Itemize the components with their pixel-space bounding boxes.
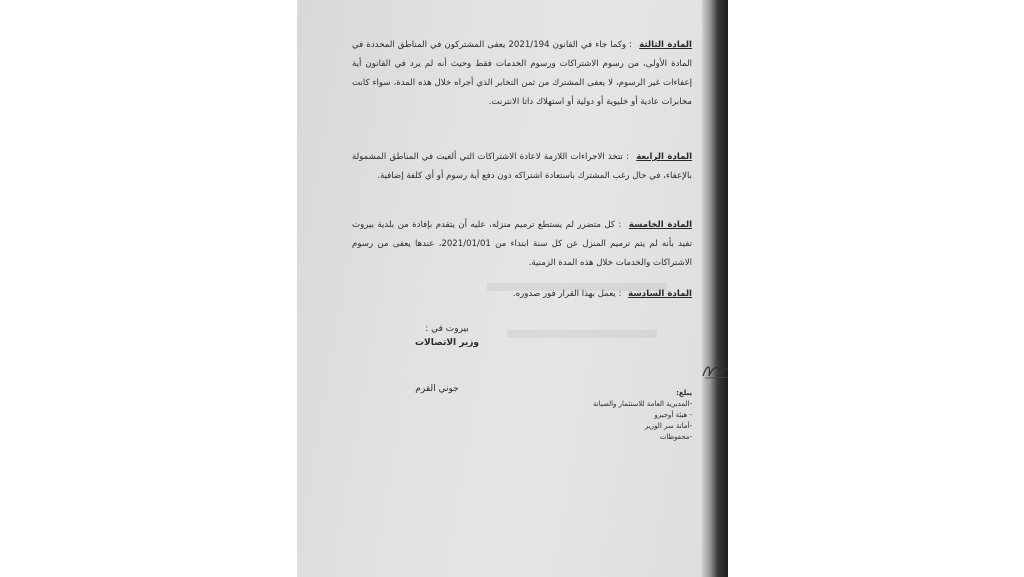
signatory-name-block	[397, 382, 477, 396]
distribution-item: -أمانة سر الوزير	[644, 422, 692, 430]
article-3-title: المادة الثالثة	[639, 40, 692, 50]
article-4	[352, 148, 692, 186]
document-photo	[297, 0, 728, 577]
signature-place-date: بيروت في :	[425, 324, 469, 334]
handwritten-signature	[699, 360, 728, 382]
distribution-item: - هيئة أوجيرو	[654, 411, 692, 419]
distribution-item: -محفوظات	[659, 433, 692, 441]
signature-role: وزير الاتصالات	[414, 338, 480, 348]
bleed-through-mark	[487, 283, 667, 291]
article-4-title: المادة الرابعة	[636, 152, 693, 162]
document-page	[297, 0, 728, 577]
article-5	[352, 216, 692, 273]
signatory-name: جوني القرم	[415, 384, 459, 394]
bleed-through-mark	[507, 330, 657, 338]
article-3	[352, 36, 692, 112]
distribution-title: يبلغ:	[676, 389, 692, 397]
article-5-text: : كل متضرر لم يستطع ترميم منزله، عليه أن يتقدم بإفادة من بلدية بيروت تفيد بأنه لم يتم ترميم المنزل عن كل سنة ابتداء من 2021/01/01، عندها يعفى من رسوم الاشتراكات والخدمات خلال هذه المدة الزمنية.	[352, 220, 692, 268]
article-6-title: المادة السادسة	[628, 289, 692, 299]
article-5-title: المادة الخامسة	[628, 220, 693, 230]
article-3-text: : وكما جاء في القانون 2021/194 يعفى المشتركون في المناطق المحددة في المادة الأولى، من رسوم الاشتراكات ورسوم الخدمات فقط وحيث أنه لم يرد في القانون أية إعفاءات غير الرسوم، لا يعفى المشترك من ثمن التخابر الذي أجراه خلال هذه المدة، سواء كانت مخابرات عادية أو خليوية أو دولية أو استهلاك داتا الانترنت.	[352, 40, 692, 107]
signature-block	[397, 322, 497, 350]
article-6-text: : يعمل بهذا القرار فور صدوره.	[512, 289, 622, 299]
article-4-text: : تتخذ الاجراءات اللازمة لاعادة الاشتراكات التي ألغيت في المناطق المشمولة بالإعفاء، في حال رغب المشترك باستعادة اشتراكه دون دفع أية رسوم أو أي كلفة إضافية.	[352, 152, 692, 181]
distribution-list	[552, 388, 692, 443]
distribution-item: -المديرية العامة للاستثمار والصيانة	[592, 400, 692, 408]
